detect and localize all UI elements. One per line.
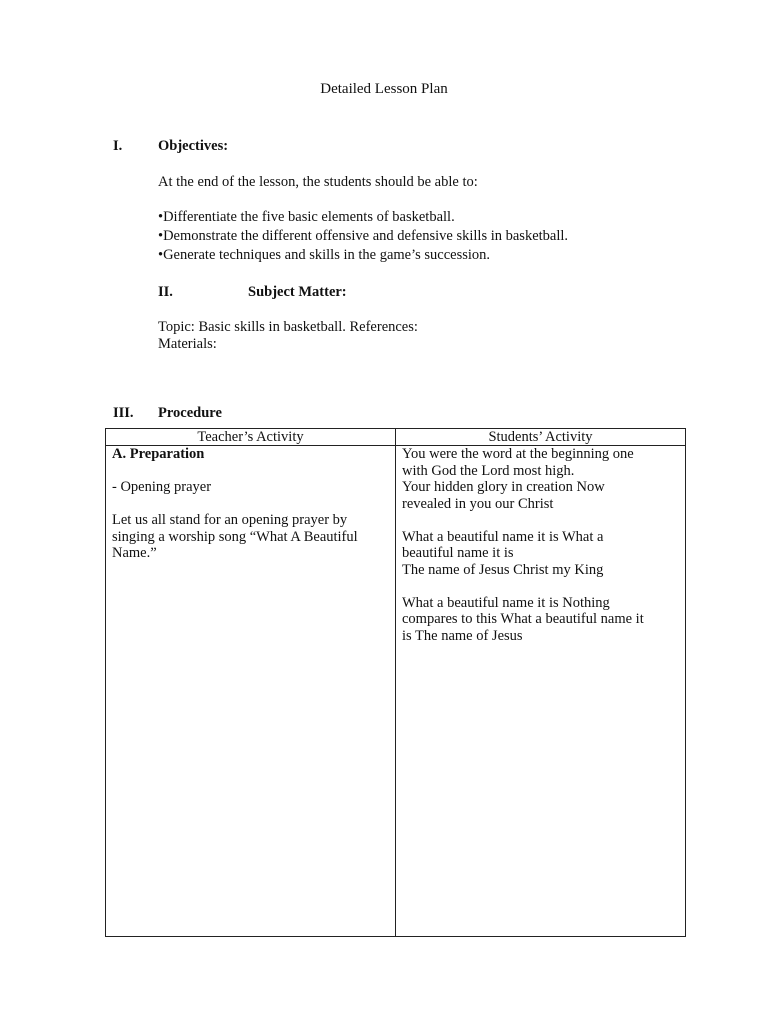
- song-verse-1: You were the word at the beginning one with God the Lord most high. Your hidden glory in creation Now revealed in you our Christ: [402, 446, 634, 512]
- document-title: Detailed Lesson Plan: [320, 81, 448, 97]
- objective-item: •Differentiate the five basic elements of basketball.: [158, 209, 455, 225]
- song-verse-3: What a beautiful name it is Nothing compares to this What a beautiful name it is The name of Jesus: [402, 594, 644, 644]
- section-1-numeral: I.: [113, 138, 123, 154]
- objectives-intro: At the end of the lesson, the students should be able to:: [158, 174, 478, 190]
- procedure-heading: Procedure: [158, 405, 222, 421]
- prayer-instruction: Let us all stand for an opening prayer by singing a worship song “What A Beautiful Name.”: [112, 512, 358, 561]
- objectives-list: [158, 209, 568, 266]
- opening-prayer-label: - Opening prayer: [112, 479, 212, 495]
- objective-item: •Demonstrate the different offensive and defensive skills in basketball.: [158, 228, 569, 244]
- objectives-heading: Objectives:: [158, 138, 229, 154]
- topic-line: Topic: Basic skills in basketball. References:: [158, 319, 418, 335]
- preparation-heading: A. Preparation: [112, 446, 205, 462]
- section-2-numeral: II.: [158, 284, 173, 300]
- objective-item: •Generate techniques and skills in the game’s succession.: [158, 247, 491, 263]
- table-row: [106, 446, 686, 937]
- students-activity-cell: [396, 446, 686, 937]
- song-verse-2: What a beautiful name it is What a beautiful name it is The name of Jesus Christ my King: [402, 528, 604, 578]
- table-header-row: [106, 429, 686, 446]
- procedure-table: [105, 428, 686, 937]
- materials-line: Materials:: [158, 336, 217, 352]
- teacher-activity-cell: [106, 446, 396, 937]
- subject-matter-heading: Subject Matter:: [248, 284, 347, 300]
- section-3-numeral: III.: [113, 405, 134, 421]
- students-activity-header: Students’ Activity: [396, 429, 686, 446]
- teacher-activity-header: Teacher’s Activity: [106, 429, 396, 446]
